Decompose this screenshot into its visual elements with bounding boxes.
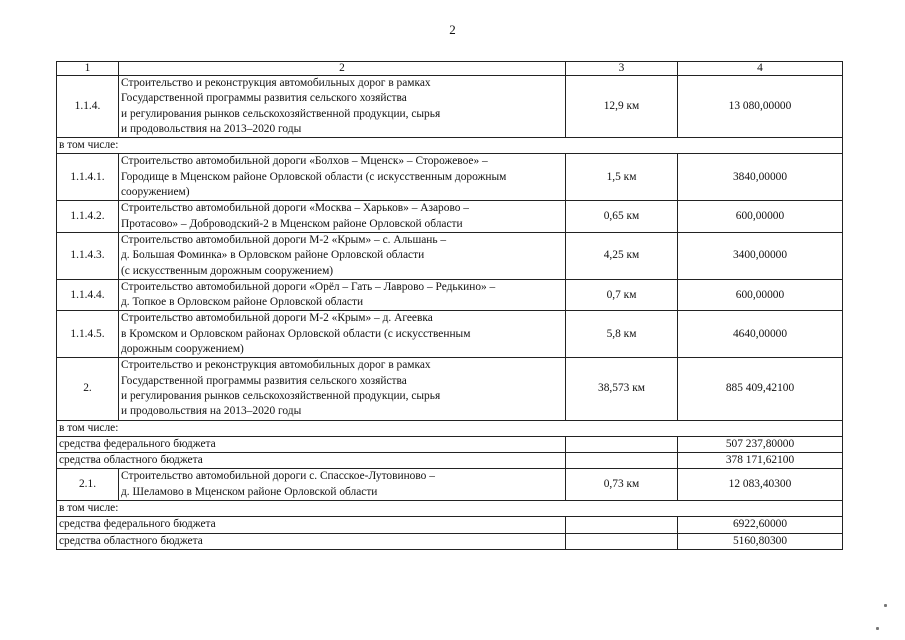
item-name-line: и продовольствия на 2013–2020 годы xyxy=(121,122,302,135)
road-length: 5,8 км xyxy=(566,311,678,358)
item-name-line: Государственной программы развития сельского хозяйства xyxy=(121,374,407,387)
budget-source-label: средства областного бюджета xyxy=(57,453,566,469)
road-length: 38,573 км xyxy=(566,358,678,420)
road-item-row xyxy=(57,76,843,138)
header-col-4: 4 xyxy=(678,62,843,76)
road-item-row xyxy=(57,201,843,233)
funding-amount: 4640,00000 xyxy=(678,311,843,358)
item-name xyxy=(119,469,566,501)
item-name xyxy=(119,201,566,233)
funding-amount: 3840,00000 xyxy=(678,154,843,201)
item-number: 2. xyxy=(57,358,119,420)
item-name-line: Строительство автомобильной дороги «Москва – Харьков» – Азарово – xyxy=(121,202,469,215)
item-name-line: д. Шеламово в Мценском районе Орловской области xyxy=(121,485,378,498)
item-name xyxy=(119,279,566,311)
funding-amount: 600,00000 xyxy=(678,201,843,233)
item-number: 1.1.4.3. xyxy=(57,232,119,279)
item-name-line: (с искусственным дорожным сооружением) xyxy=(121,264,334,277)
budget-source-label: средства федерального бюджета xyxy=(57,436,566,452)
page-number: 2 xyxy=(449,22,456,37)
budget-source-label: средства федерального бюджета xyxy=(57,517,566,533)
item-name-line: Протасово» – Доброводский-2 в Мценском районе Орловской области xyxy=(121,217,463,230)
road-item-row xyxy=(57,279,843,311)
budget-source-row xyxy=(57,517,843,533)
item-name-line: Строительство и реконструкция автомобильных дорог в рамках xyxy=(121,77,431,89)
road-item-row xyxy=(57,358,843,420)
road-item-row xyxy=(57,232,843,279)
empty-length-cell xyxy=(566,517,678,533)
road-length: 4,25 км xyxy=(566,232,678,279)
item-name-line: д. Топкое в Орловском районе Орловской области xyxy=(121,296,364,309)
subtotal-label-row xyxy=(57,501,843,517)
item-name-line: дорожным сооружением) xyxy=(121,343,244,356)
subtotal-label-row xyxy=(57,420,843,436)
item-number: 1.1.4.2. xyxy=(57,201,119,233)
header-col-1: 1 xyxy=(57,62,119,76)
in-that-number-label: в том числе: xyxy=(57,138,843,154)
in-that-number-label: в том числе: xyxy=(57,501,843,517)
budget-source-row xyxy=(57,436,843,452)
item-name-line: и регулирования рынков сельскохозяйственной продукции, сырья xyxy=(121,389,441,402)
empty-length-cell xyxy=(566,453,678,469)
header-row xyxy=(57,62,843,76)
item-number: 2.1. xyxy=(57,469,119,501)
item-name xyxy=(119,358,566,420)
road-item-row xyxy=(57,311,843,358)
item-name xyxy=(119,232,566,279)
item-name-line: Строительство автомобильной дороги М-2 «Крым» – с. Альшань – xyxy=(121,233,447,246)
funding-amount: 3400,00000 xyxy=(678,232,843,279)
item-name-line: Городище в Мценском районе Орловской области (с искусственным дорожным xyxy=(121,170,507,183)
budget-amount: 378 171,62100 xyxy=(678,453,843,469)
empty-length-cell xyxy=(566,533,678,549)
item-number: 1.1.4.1. xyxy=(57,154,119,201)
scan-speck xyxy=(876,627,879,630)
item-name-line: Строительство автомобильной дороги М-2 «Крым» – д. Агеевка xyxy=(121,312,433,325)
item-name-line: и регулирования рынков сельскохозяйственной продукции, сырья xyxy=(121,107,441,120)
item-name-line: Строительство автомобильной дороги «Орёл – Гать – Лаврово – Редькино» – xyxy=(121,280,496,293)
budget-source-label: средства областного бюджета xyxy=(57,533,566,549)
item-number: 1.1.4. xyxy=(57,76,119,138)
item-number: 1.1.4.4. xyxy=(57,279,119,311)
budget-amount: 6922,60000 xyxy=(678,517,843,533)
item-name-line: Государственной программы развития сельского хозяйства xyxy=(121,92,407,105)
item-number: 1.1.4.5. xyxy=(57,311,119,358)
item-name-line: Строительство автомобильной дороги «Болхов – Мценск» – Сторожевое» – xyxy=(121,155,488,168)
item-name xyxy=(119,76,566,138)
road-length: 0,65 км xyxy=(566,201,678,233)
road-item-row xyxy=(57,154,843,201)
item-name-line: Строительство автомобильной дороги с. Спасское-Лутовиново – xyxy=(121,470,435,483)
item-name-line: в Кромском и Орловском районах Орловской области (с искусственным xyxy=(121,327,471,340)
road-item-row xyxy=(57,469,843,501)
road-length: 1,5 км xyxy=(566,154,678,201)
item-name-line: и продовольствия на 2013–2020 годы xyxy=(121,405,302,418)
funding-amount: 12 083,40300 xyxy=(678,469,843,501)
road-length: 0,7 км xyxy=(566,279,678,311)
road-length: 12,9 км xyxy=(566,76,678,138)
item-name-line: сооружением) xyxy=(121,186,190,199)
item-name-line: Строительство и реконструкция автомобильных дорог в рамках xyxy=(121,359,431,372)
header-col-2: 2 xyxy=(119,62,566,76)
empty-length-cell xyxy=(566,436,678,452)
budget-amount: 5160,80300 xyxy=(678,533,843,549)
budget-source-row xyxy=(57,533,843,549)
budget-source-row xyxy=(57,453,843,469)
road-length: 0,73 км xyxy=(566,469,678,501)
item-name xyxy=(119,154,566,201)
item-name xyxy=(119,311,566,358)
funding-amount: 885 409,42100 xyxy=(678,358,843,420)
funding-amount: 13 080,00000 xyxy=(678,76,843,138)
funding-amount: 600,00000 xyxy=(678,279,843,311)
item-name-line: д. Большая Фоминка» в Орловском районе Орловской области xyxy=(121,249,425,262)
in-that-number-label: в том числе: xyxy=(57,420,843,436)
header-col-3: 3 xyxy=(566,62,678,76)
budget-amount: 507 237,80000 xyxy=(678,436,843,452)
budget-table xyxy=(56,61,843,550)
scan-speck xyxy=(884,604,887,607)
subtotal-label-row xyxy=(57,138,843,154)
